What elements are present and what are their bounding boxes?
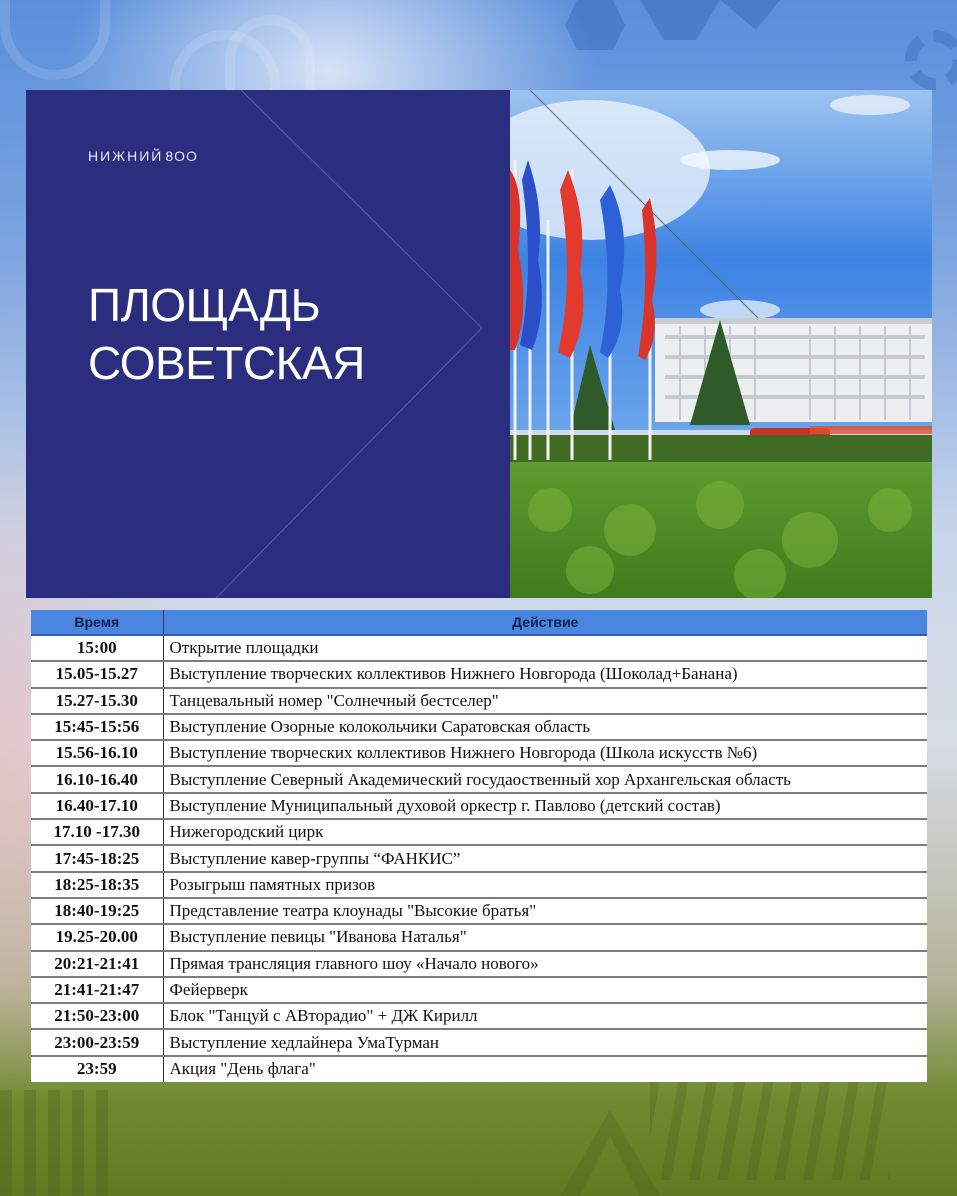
table-row — [31, 766, 927, 792]
time-cell: 15:00 — [31, 635, 163, 661]
background-hex-shape — [565, 0, 625, 50]
column-header-time: Время — [31, 610, 163, 635]
time-cell: 18:40-19:25 — [31, 898, 163, 924]
table-row — [31, 819, 927, 845]
brand-logo — [88, 148, 198, 164]
time-cell: 15.56-16.10 — [31, 740, 163, 766]
time-cell: 15:45-15:56 — [31, 714, 163, 740]
action-cell: Прямая трансляция главного шоу «Начало нового» — [163, 951, 927, 977]
brand-mark: 8ОО — [165, 148, 198, 164]
banner-title-panel — [26, 90, 510, 598]
title-line-2: СОВЕТСКАЯ — [88, 337, 365, 389]
square-photo — [510, 90, 932, 598]
time-cell: 16.40-17.10 — [31, 793, 163, 819]
table-row — [31, 1003, 927, 1029]
background-checker-pattern — [0, 1090, 120, 1196]
time-cell: 23:00-23:59 — [31, 1029, 163, 1055]
background-hex-shape — [720, 0, 780, 30]
action-cell: Открытие площадки — [163, 635, 927, 661]
table-row — [31, 714, 927, 740]
time-cell: 17.10 -17.30 — [31, 819, 163, 845]
action-cell: Танцевальный номер "Солнечный бестселер" — [163, 688, 927, 714]
title-line-1: ПЛОЩАДЬ — [88, 279, 321, 331]
action-cell: Блок "Танцуй с АВторадио" + ДЖ Кирилл — [163, 1003, 927, 1029]
background-diamond-shape — [560, 1110, 660, 1196]
background-hex-shape — [640, 0, 720, 40]
table-row — [31, 845, 927, 871]
action-cell: Выступление творческих коллективов Нижнего Новгорода (Шоколад+Банана) — [163, 661, 927, 687]
action-cell: Представление театра клоунады "Высокие братья" — [163, 898, 927, 924]
action-cell: Выступление хедлайнера УмаТурман — [163, 1029, 927, 1055]
time-cell: 19.25-20.00 — [31, 924, 163, 950]
action-cell: Фейерверк — [163, 977, 927, 1003]
table-row — [31, 688, 927, 714]
action-cell: Выступление певицы "Иванова Наталья" — [163, 924, 927, 950]
action-cell: Выступление Озорные колокольчики Саратовская область — [163, 714, 927, 740]
schedule-table — [31, 610, 927, 1082]
table-header-row — [31, 610, 927, 635]
time-cell: 18:25-18:35 — [31, 872, 163, 898]
time-cell: 15.05-15.27 — [31, 661, 163, 687]
time-cell: 15.27-15.30 — [31, 688, 163, 714]
action-cell: Выступление Северный Академический госудаоственный хор Архангельская область — [163, 766, 927, 792]
background-ring-pattern — [0, 0, 110, 80]
background-gear-shape — [905, 30, 957, 90]
background-800-pattern — [650, 1080, 890, 1180]
action-cell: Выступление творческих коллективов Нижнего Новгорода (Школа искусств №6) — [163, 740, 927, 766]
table-row — [31, 951, 927, 977]
brand-name: НИЖНИЙ — [88, 148, 164, 164]
table-row — [31, 635, 927, 661]
action-cell: Нижегородский цирк — [163, 819, 927, 845]
time-cell: 17:45-18:25 — [31, 845, 163, 871]
table-row — [31, 1056, 927, 1082]
action-cell: Выступление Муниципальный духовой оркестр г. Павлово (детский состав) — [163, 793, 927, 819]
action-cell: Акция "День флага" — [169, 1059, 316, 1079]
table-row — [31, 872, 927, 898]
table-row — [31, 740, 927, 766]
time-cell: 16.10-16.40 — [31, 766, 163, 792]
table-row — [31, 924, 927, 950]
column-header-action: Действие — [163, 610, 927, 635]
time-cell: 23:59 — [31, 1056, 163, 1082]
table-row — [31, 977, 927, 1003]
action-cell: Выступление кавер-группы “ФАНКИС” — [163, 845, 927, 871]
table-row — [31, 793, 927, 819]
photo-illustration — [510, 90, 932, 598]
time-cell: 20:21-21:41 — [31, 951, 163, 977]
table-row — [31, 1029, 927, 1055]
page-title — [88, 276, 365, 392]
banner — [26, 90, 932, 598]
action-cell: Розыгрыш памятных призов — [163, 872, 927, 898]
table-row — [31, 661, 927, 687]
time-cell: 21:50-23:00 — [31, 1003, 163, 1029]
table-row — [31, 898, 927, 924]
time-cell: 21:41-21:47 — [31, 977, 163, 1003]
